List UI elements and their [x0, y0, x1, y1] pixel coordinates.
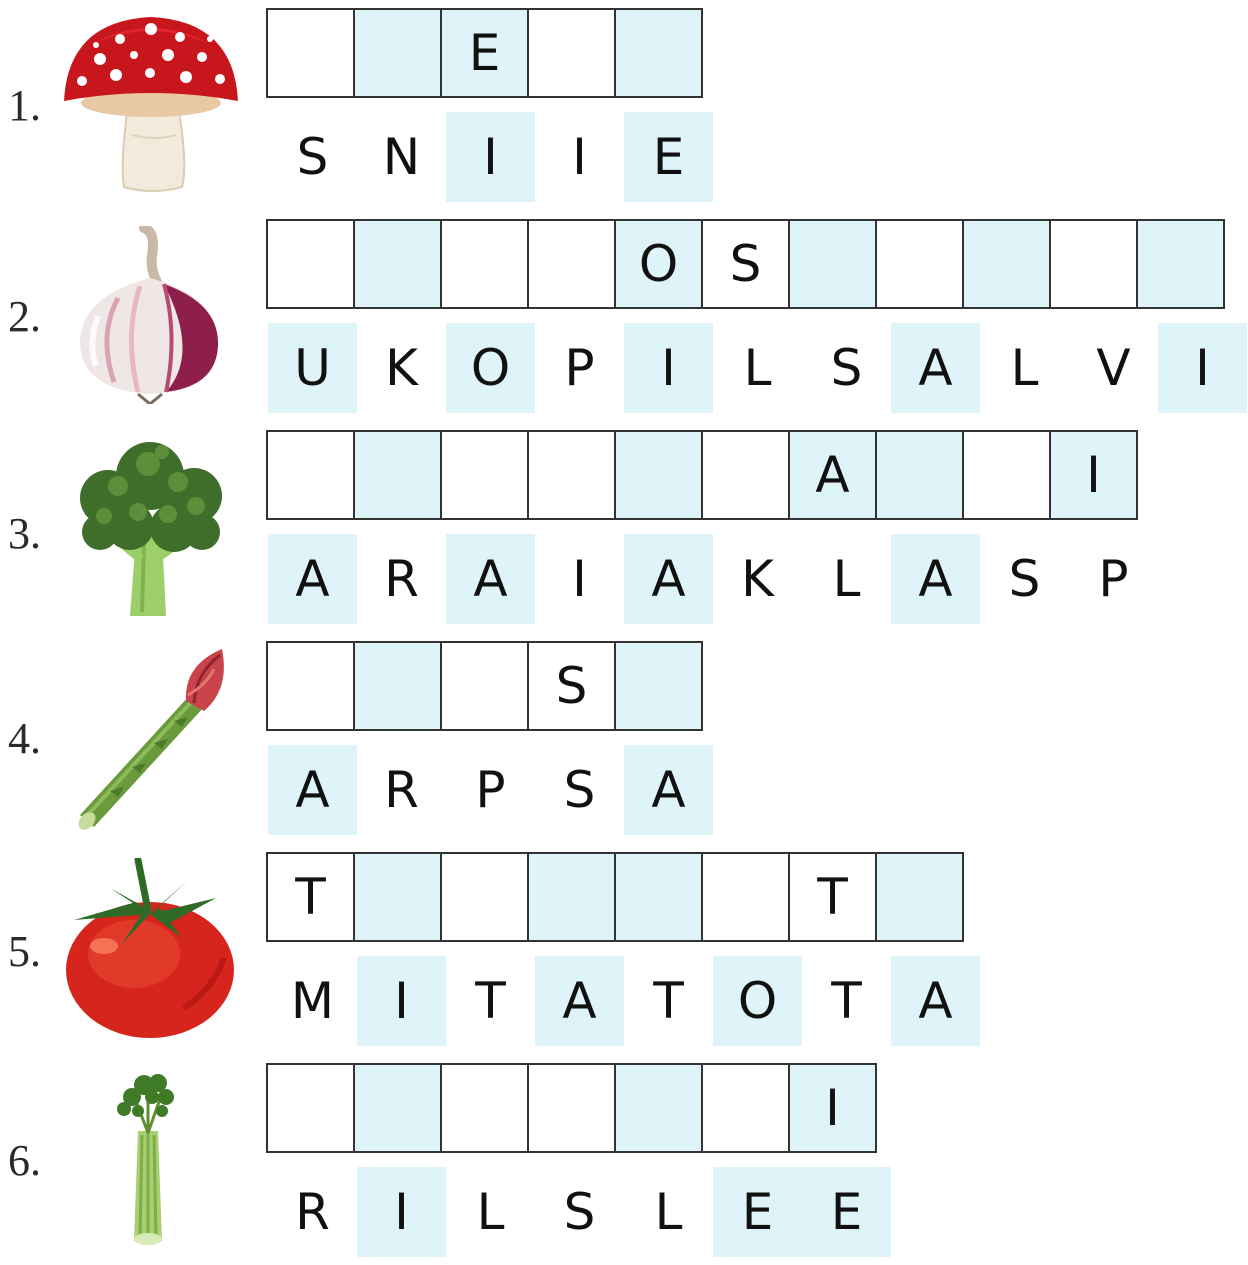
scrambled-letter: T: [653, 972, 684, 1030]
scrambled-letter: K: [741, 550, 774, 608]
row-number: 1.: [8, 81, 41, 130]
row-number: 5.: [8, 927, 41, 976]
answer-cell[interactable]: S: [701, 219, 790, 309]
answer-cell[interactable]: [701, 1063, 790, 1153]
scrambled-letter: I: [624, 323, 713, 413]
scrambled-letters: [268, 534, 1158, 624]
celery-icon: [116, 1071, 180, 1247]
scrambled-letter: T: [475, 972, 506, 1030]
scrambled-letter: O: [713, 956, 802, 1046]
answer-cell[interactable]: [1049, 219, 1138, 309]
scrambled-letter: A: [891, 956, 980, 1046]
answer-cell[interactable]: [440, 430, 529, 520]
answer-grid: [266, 641, 703, 731]
answer-cell[interactable]: [962, 219, 1051, 309]
garlic-icon: [78, 226, 220, 404]
row-number: 2.: [8, 292, 41, 341]
answer-cell[interactable]: [440, 1063, 529, 1153]
answer-cell[interactable]: [614, 8, 703, 98]
scrambled-letter: I: [572, 550, 587, 608]
scrambled-letter: I: [572, 128, 587, 186]
answer-cell[interactable]: S: [527, 641, 616, 731]
answer-cell[interactable]: [266, 641, 355, 731]
scrambled-letter: A: [891, 534, 980, 624]
answer-cell[interactable]: [440, 219, 529, 309]
answer-cell[interactable]: [266, 1063, 355, 1153]
scrambled-letter: K: [385, 339, 418, 397]
scrambled-letter: I: [357, 1167, 446, 1257]
answer-cell[interactable]: [614, 852, 703, 942]
answer-grid: [266, 8, 703, 98]
scrambled-letter: N: [382, 128, 421, 186]
answer-cell[interactable]: [614, 641, 703, 731]
scrambled-letter: A: [624, 534, 713, 624]
tomato-icon: [64, 858, 236, 1040]
answer-cell[interactable]: [701, 852, 790, 942]
answer-grid: [266, 852, 964, 942]
scrambled-letter: A: [268, 534, 357, 624]
scrambled-letter: U: [268, 323, 357, 413]
scrambled-letter: S: [830, 339, 863, 397]
puzzle-row-4: [0, 633, 1248, 843]
answer-cell[interactable]: O: [614, 219, 703, 309]
row-number: 6.: [8, 1136, 41, 1185]
scrambled-letters: [268, 745, 713, 835]
answer-cell[interactable]: [527, 430, 616, 520]
scrambled-letter: A: [535, 956, 624, 1046]
scrambled-letter: L: [1010, 339, 1039, 397]
answer-cell[interactable]: [353, 8, 442, 98]
answer-cell[interactable]: [875, 219, 964, 309]
scrambled-letter: I: [1158, 323, 1247, 413]
answer-cell[interactable]: [266, 219, 355, 309]
scrambled-letter: E: [713, 1167, 802, 1257]
answer-cell[interactable]: [266, 430, 355, 520]
answer-cell[interactable]: [353, 219, 442, 309]
answer-cell[interactable]: [353, 641, 442, 731]
scrambled-letter: T: [831, 972, 862, 1030]
answer-cell[interactable]: [614, 430, 703, 520]
answer-cell[interactable]: [527, 8, 616, 98]
scrambled-letter: L: [476, 1183, 505, 1241]
scrambled-letter: V: [1096, 339, 1131, 397]
answer-cell[interactable]: A: [788, 430, 877, 520]
answer-cell[interactable]: [1136, 219, 1225, 309]
scrambled-letter: I: [446, 112, 535, 202]
puzzle-row-5: [0, 844, 1248, 1054]
answer-cell[interactable]: I: [1049, 430, 1138, 520]
scrambled-letters: [268, 323, 1247, 413]
scrambled-letter: L: [832, 550, 861, 608]
puzzle-row-2: [0, 211, 1248, 421]
scrambled-letter: S: [1008, 550, 1041, 608]
scrambled-letter: S: [563, 1183, 596, 1241]
scrambled-letters: [268, 956, 980, 1046]
scrambled-letter: S: [563, 761, 596, 819]
scrambled-letters: [268, 1167, 891, 1257]
scrambled-letter: S: [296, 128, 329, 186]
answer-cell[interactable]: [614, 1063, 703, 1153]
answer-grid: [266, 219, 1225, 309]
answer-cell[interactable]: [266, 8, 355, 98]
answer-grid: [266, 1063, 877, 1153]
answer-cell[interactable]: E: [440, 8, 529, 98]
scrambled-letter: R: [295, 1183, 330, 1241]
puzzle-row-3: [0, 422, 1248, 632]
scrambled-letter: I: [357, 956, 446, 1046]
scrambled-letter: A: [268, 745, 357, 835]
answer-cell[interactable]: [788, 219, 877, 309]
answer-cell[interactable]: I: [788, 1063, 877, 1153]
scrambled-letter: R: [384, 761, 419, 819]
scrambled-letter: E: [802, 1167, 891, 1257]
scrambled-letter: A: [446, 534, 535, 624]
puzzle-row-6: [0, 1055, 1248, 1265]
scrambled-letter: P: [564, 339, 595, 397]
scrambled-letter: A: [624, 745, 713, 835]
answer-cell[interactable]: [353, 430, 442, 520]
scrambled-letter: A: [891, 323, 980, 413]
answer-cell[interactable]: T: [788, 852, 877, 942]
answer-cell[interactable]: [875, 852, 964, 942]
answer-cell[interactable]: [527, 219, 616, 309]
scrambled-letter: M: [290, 972, 335, 1030]
answer-cell[interactable]: [353, 852, 442, 942]
broccoli-icon: [78, 436, 224, 620]
scrambled-letters: [268, 112, 713, 202]
answer-grid: [266, 430, 1138, 520]
answer-cell[interactable]: [701, 430, 790, 520]
answer-cell[interactable]: [353, 1063, 442, 1153]
scrambled-letter: R: [384, 550, 419, 608]
puzzle-row-1: [0, 0, 1248, 210]
scrambled-letter: O: [446, 323, 535, 413]
scrambled-letter: L: [654, 1183, 683, 1241]
answer-cell[interactable]: [527, 1063, 616, 1153]
scrambled-letter: P: [475, 761, 506, 819]
row-number: 4.: [8, 714, 41, 763]
answer-cell[interactable]: [875, 430, 964, 520]
scrambled-letter: P: [1098, 550, 1129, 608]
scrambled-letter: L: [743, 339, 772, 397]
answer-cell[interactable]: T: [266, 852, 355, 942]
answer-cell[interactable]: [527, 852, 616, 942]
answer-cell[interactable]: [440, 852, 529, 942]
scrambled-letter: E: [624, 112, 713, 202]
answer-cell[interactable]: [440, 641, 529, 731]
asparagus-icon: [70, 645, 232, 831]
answer-cell[interactable]: [962, 430, 1051, 520]
mushroom-icon: [60, 15, 242, 193]
row-number: 3.: [8, 509, 41, 558]
